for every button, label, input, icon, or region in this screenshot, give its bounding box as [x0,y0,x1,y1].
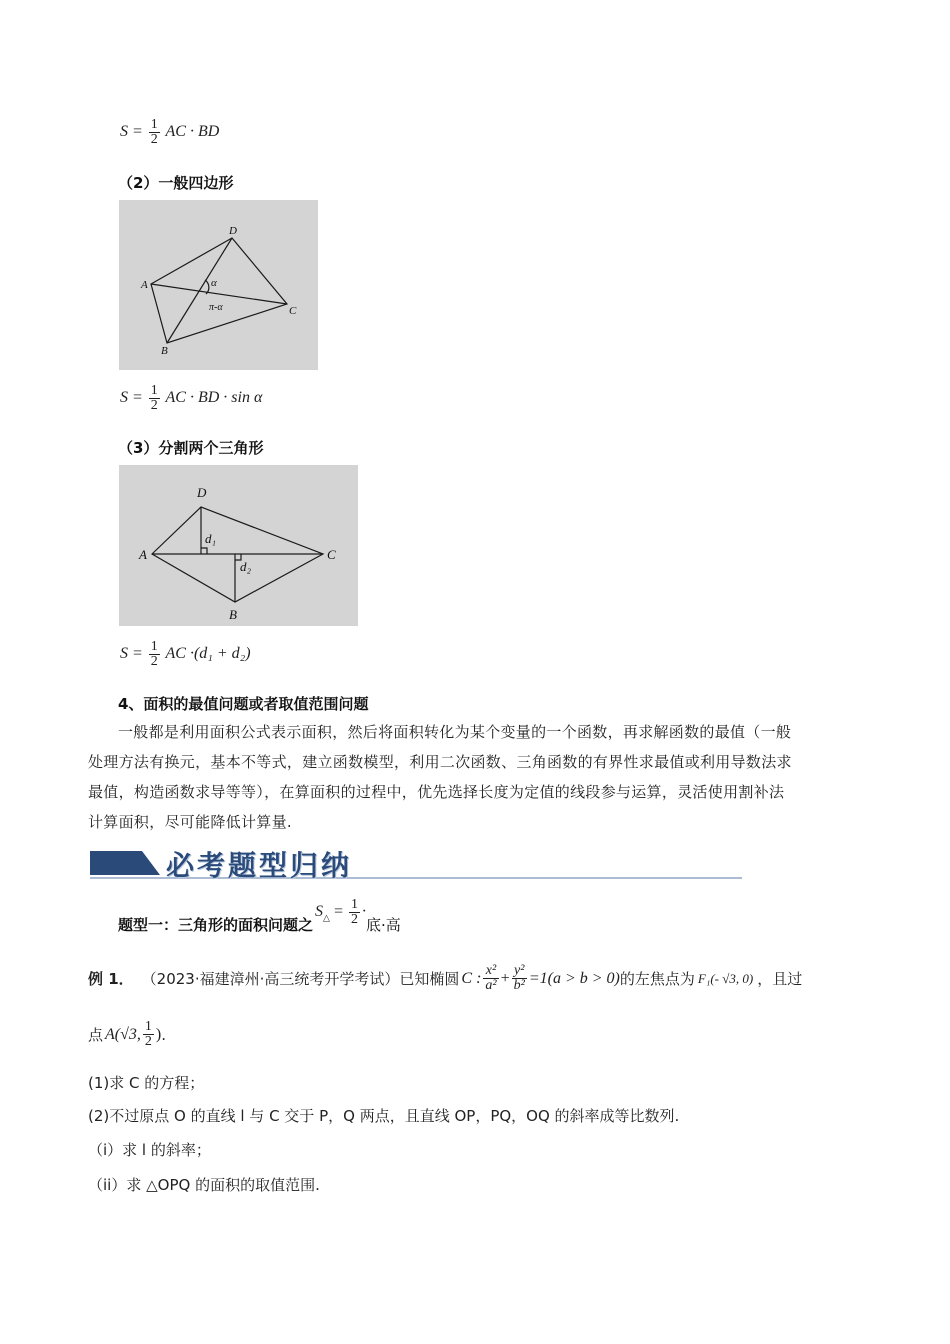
formula-lhs: S = [120,123,143,141]
fraction-half [149,118,160,147]
paragraph-extreme-value [118,717,878,747]
focus-point: F₁(- √3, 0) [697,970,754,986]
label-B: B [161,345,168,357]
example-1-line1: 例 1． （2023·福建漳州·高三统考开学考试）已知椭圆 C : $\frac{\text{x²}}{\text{a²}}$ + $\frac{\text{y²}}{\text{b²}}$ =1(a > b > 0) 的左焦点为 F₁(- √3, 0) ，且过 [88,963,803,993]
fraction-num: 1 [150,383,158,398]
question-2: (2)不过原点 O 的直线 l 与 C 交于 P，Q 两点，且直线 OP，PQ，OQ 的斜率成等比数列. [88,1107,680,1125]
fraction-den: 2 [150,398,158,413]
area-formula-split [120,640,251,669]
fraction-den: b² [513,978,525,993]
formula-rhs: AC · BD [165,123,220,141]
fraction-y [512,964,527,993]
formula-lhs: S = [120,389,143,407]
fraction-den: 2 [150,654,158,669]
question-1: (1)求 C 的方程； [88,1074,205,1092]
fraction-num: 1 [150,117,158,132]
question-2i: （i）求 l 的斜率； [88,1141,211,1159]
heading-extreme-value: 4、面积的最值问题或者取值范围问题 [118,695,369,713]
label-d1: d₁ [205,531,217,546]
label-pi-minus-alpha: π-α [209,302,223,313]
label-A: A [139,547,147,562]
figure-split-triangles [119,465,358,626]
paragraph-line: 最值，构造函数求导等等），在算面积的过程中，优先选择长度为定值的线段参与运算，灵活使用割补法 [88,783,785,801]
fraction-x [483,964,498,993]
point-close: ) [155,1025,162,1043]
fraction-num: 1 [144,1019,152,1034]
label-A: A [141,279,148,291]
paragraph-continuation [88,747,878,837]
type1-heading [118,897,401,935]
fraction-den: 2 [144,1034,152,1049]
point-end: . [161,1025,167,1044]
fraction-den: 2 [150,132,158,147]
heading-split-two-triangles: （3）分割两个三角形 [118,439,264,457]
label-C: C [327,547,336,562]
figure-general-quadrilateral [119,200,318,370]
paragraph-line: 处理方法有换元，基本不等式，建立函数模型，利用二次函数、三角函数的有界性求最值或利用导数法求 [88,753,792,771]
example-tail: ，且过 [757,970,803,988]
fraction-num: 1 [150,639,158,654]
fraction-num: y² [512,964,527,979]
fraction-den: 2 [350,912,358,927]
formula-rhs: AC · BD · sin α [165,389,263,407]
ellipse-condition: =1(a > b > 0) [528,969,620,987]
banner-title: 必考题型归纳 [166,849,353,882]
fraction-num: x² [483,964,498,979]
label-D: D [229,225,237,237]
formula-rhs: AC ·(d₁ + d₂) [165,645,251,663]
point-a: A(√3, [105,1025,141,1043]
ellipse-c: C : [461,969,482,987]
focus-text: 的左焦点为 [619,970,695,988]
fraction-den: a² [485,978,497,993]
paragraph-line: 一般都是利用面积公式表示面积，然后将面积转化为某个变量的一个函数，再求解函数的最值（一般 [118,723,792,741]
example-1-line2 [88,1020,166,1049]
fraction-half [149,384,160,413]
type1-prefix: 题型一：三角形的面积问题之 [118,916,314,934]
label-D: D [197,485,207,500]
label-alpha: α [211,277,217,289]
fraction-num: 1 [350,897,358,912]
type1-formula: $S_\triangle$ = $\frac{1}{2}$ · [315,897,366,927]
type1-eq: = [333,903,343,921]
type1-s: S [315,903,324,921]
area-formula-general [120,384,262,413]
example-source: （2023·福建漳州·高三统考开学考试）已知椭圆 [141,970,460,988]
question-2ii: （ii）求 △OPQ 的面积的取值范围. [88,1176,320,1194]
type1-suffix: 底·高 [365,916,401,934]
point-prefix: 点 [88,1026,104,1044]
formula-lhs: S = [120,645,143,663]
paragraph-line: 计算面积，尽可能降低计算量. [88,813,292,831]
area-formula-kite [120,118,219,147]
label-d2: d₂ [240,559,252,574]
heading-general-quadrilateral: （2）一般四边形 [118,174,234,192]
fraction-half [349,898,360,927]
label-B: B [229,607,237,622]
label-C: C [289,305,297,317]
type1-triangle-sub: △ [323,912,330,923]
fraction-half [149,640,160,669]
fraction-half [143,1020,154,1049]
example-label: 例 1． [88,970,134,988]
section-banner [90,848,742,882]
